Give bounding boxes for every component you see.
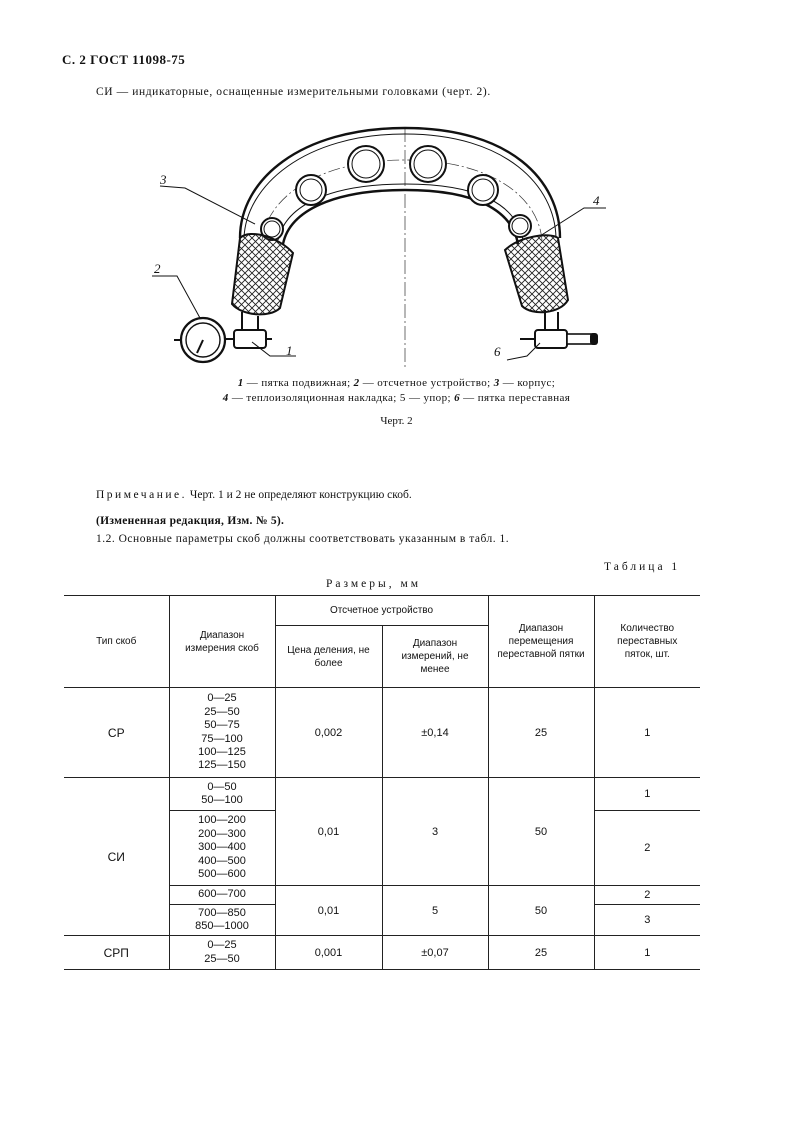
ranges-cp: 0—25 25—50 50—75 75—100 100—125 125—150 [169,688,275,778]
count-si-a: 1 [594,778,700,811]
label-4: 4 [593,193,600,208]
table-row-cp [64,688,700,778]
note: Примечание. Черт. 1 и 2 не определяют конструкцию скоб. [96,489,412,501]
header-range: Диапазон измерения скоб [169,596,275,688]
header-type: Тип скоб [64,596,169,688]
clause-1-2: 1.2. Основные параметры скоб должны соответствовать указанным в табл. 1. [96,533,510,545]
caliper-drawing [150,118,620,368]
meas-range-si-2: 5 [382,886,488,936]
type-si: СИ [64,778,169,936]
label-3: 3 [160,172,167,187]
left-insulating-pad [232,234,293,314]
travel-si-1: 50 [488,778,594,886]
count-si-c: 2 [594,886,700,905]
ranges-si-b: 100—200 200—300 300—400 400—500 500—600 [169,811,275,886]
intro-text: СИ — индикаторные, оснащенные измерительными головками (черт. 2). [96,86,491,98]
header-division: Цена деления, не более [275,626,382,688]
meas-range-srp: ±0,07 [382,936,488,970]
table-units: Размеры, мм [326,578,422,590]
parameters-table [64,595,700,970]
count-srp: 1 [594,936,700,970]
figure-label: Черт. 2 [380,415,413,427]
ranges-si-a: 0—50 50—100 [169,778,275,811]
ranges-si-c: 600—700 [169,886,275,905]
header-meas-range: Диапазон измерений, не менее [382,626,488,688]
ranges-srp: 0—25 25—50 [169,936,275,970]
division-srp: 0,001 [275,936,382,970]
label-1: 1 [286,343,293,358]
meas-range-cp: ±0,14 [382,688,488,778]
type-cp: СР [64,688,169,778]
travel-srp: 25 [488,936,594,970]
table-title: Таблица 1 [604,561,681,573]
label-2: 2 [154,261,161,276]
figure-caption-line1: 1 — пятка подвижная; 2 — отсчетное устройство; 3 — корпус; [237,377,556,389]
edit-note: (Измененная редакция, Изм. № 5). [96,515,285,527]
travel-cp: 25 [488,688,594,778]
header-reading-device: Отсчетное устройство [275,596,488,626]
header-count: Количество переставных пяток, шт. [594,596,700,688]
count-si-d: 3 [594,905,700,936]
right-insulating-pad [505,235,568,312]
division-si-2: 0,01 [275,886,382,936]
travel-si-2: 50 [488,886,594,936]
count-si-b: 2 [594,811,700,886]
ranges-si-d: 700—850 850—1000 [169,905,275,936]
meas-range-si-1: 3 [382,778,488,886]
division-si-1: 0,01 [275,778,382,886]
figure-caption-line2: 4 — теплоизоляционная накладка; 5 — упор; 6 — пятка переставная [222,392,571,404]
count-cp: 1 [594,688,700,778]
label-6: 6 [494,344,501,359]
table-row-srp [64,936,700,970]
type-srp: СРП [64,936,169,970]
table-row-si-a [64,778,700,811]
division-cp: 0,002 [275,688,382,778]
page-header: С. 2 ГОСТ 11098-75 [62,52,186,67]
header-travel: Диапазон перемещения переставной пятки [488,596,594,688]
